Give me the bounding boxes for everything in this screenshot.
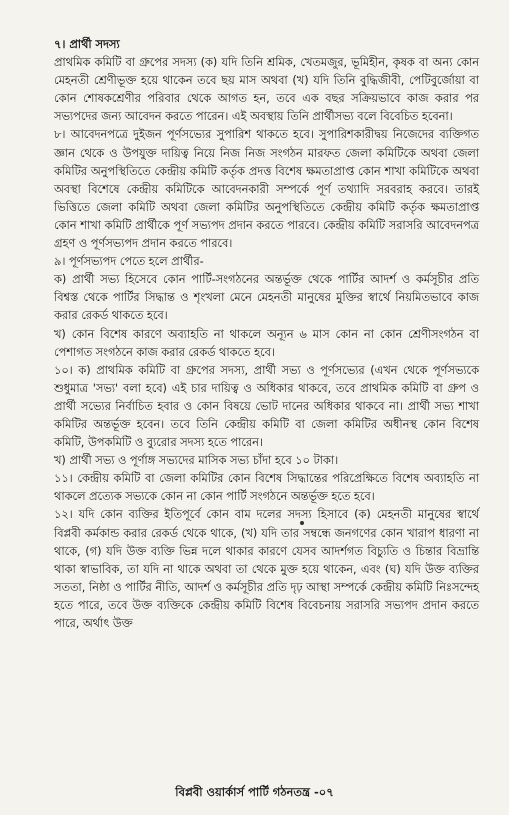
paragraph: প্রাথমিক কমিটি বা গ্রুপের সদস্য (ক) যদি তিনি শ্রমিক, খেতমজুর, ভূমিহীন, কৃষক বা অন্য কোন মেহনতী শ্রেণীভূক্ত হয়ে থাকেন তবে ছয় মাস অথবা (খ) যদি তিনি বুদ্ধিজীবী, পেটিবুর্জোয়া বা কোন শোষকশ্রেণীর পরিবার থেকে আগত হন, তবে এক বছর সক্রিয়ভাবে কাজ করার পর সভ্যপদের জন্য আবেদন করতে পারেন। এই অবস্থায় তিনি প্রার্থীসভ্য বলে বিবেচিত হবেনা।: [54, 56, 479, 124]
paragraph: ১১। কেন্দ্রীয় কমিটি বা জেলা কমিটির কোন বিশেষ সিদ্ধান্তের পরিপ্রেক্ষিতে বিশেষ অব্যাহতি না থাকলে প্রত্যেক সভ্যকে কোন না কোন পার্টি সংগঠনে অন্তর্ভূক্ত হতে হবে।: [54, 472, 479, 504]
page-footer: বিপ্লবী ওয়ার্কার্স পার্টি গঠনতন্ত্র -০৭: [175, 785, 334, 799]
paragraph: খ) প্রার্থী সভ্য ও পূর্ণাঙ্গ সভ্যদের মাসিক সভ্য চাঁদা হবে ১০ টাকা।: [54, 454, 339, 468]
print-mark: [300, 521, 304, 525]
paragraph: ৮। আবেদনপত্রে দুইজন পূর্ণসভ্যের সুপারিশ থাকতে হবে। সুপারিশকারীদ্বয় নিজেদের ব্যক্তিগত জ্ঞান থেকে ও উপযুক্ত দায়িত্ব নিয়ে নিজ নিজ সংগঠন মারফত জেলা কমিটিকে অথবা জেলা কমিটির অনুপস্থিতিতে কেন্দ্রীয় কমিটি কর্তৃক প্রদত্ত বিশেষ ক্ষমতাপ্রাপ্ত কোন শাখা কমিটিকে অথবা অবস্থা বিশেষে কেন্দ্রীয় কমিটিকে আবেদনকারী সম্পর্কে পূর্ণ তথ্যাদি সরবরাহ করবে। তারই ভিত্তিতে জেলা কমিটি অথবা জেলা কমিটির অনুপস্থিতিতে কেন্দ্রীয় কমিটি কর্তৃক ক্ষমতাপ্রাপ্ত কোন শাখা কমিটি প্রার্থীকে পূর্ণ সভ্যপদ প্রদান করতে পারবে। কেন্দ্রীয় কমিটি সরাসরি আবেদনপত্র গ্রহণ ও পূর্ণসভ্যপদ প্রদান করতে পারবে।: [54, 128, 479, 251]
paragraph: ১০। ক) প্রাথমিক কমিটি বা গ্রুপের সদস্য, প্রার্থী সভ্য ও পূর্ণসভ্যের (এখন থেকে পূর্ণসভ্যকে শুধুমাত্র 'সভ্য' বলা হবে) এই চার দায়িত্ব ও অধিকার থাকবে, তবে প্রাথমিক কমিটি বা গ্রুপ ও প্রার্থী সভ্যের নির্বাচিত হবার ও কোন বিষয়ে ভোট দানের অধিকার থাকবে না। প্রার্থী সভ্য শাখা কমিটির অন্তর্ভূক্ত হবেন। তবে তিনি কেন্দ্রীয় কমিটি বা জেলা কমিটির অধীনস্থ কোন বিশেষ কমিটি, উপকমিটি ও ব্যুরোর সদস্য হতে পারেন।: [54, 363, 479, 450]
paragraph: ৯। পূর্ণসভ্যপদ পেতে হলে প্রার্থীর-: [54, 255, 204, 269]
paragraph: ক) প্রার্থী সভ্য হিসেবে কোন পার্টি-সংগঠনের অন্তর্ভূক্ত থেকে পার্টির আদর্শ ও কর্মসূচীর প্রতি বিশ্বস্ত থেকে পার্টির সিদ্ধান্ত ও শৃংখলা মেনে মেহনতী মানুষের মুক্তির স্বার্থে নিয়মিতভাবে কাজ করার রেকর্ড থাকতে হবে।: [54, 273, 479, 323]
paragraph: ১২। যদি কোন ব্যক্তির ইতিপূর্বে কোন বাম দলের সদস্য হিসাবে (ক) মেহনতী মানুষের স্বার্থে বিপ্লবী কর্মকান্ড করার রেকর্ড থেকে থাকে, (খ) যদি তার সম্বন্ধে জনগণের কোন খারাপ ধারণা না থাকে, (গ) যদি উক্ত ব্যক্তি ভিন্ন দলে থাকার কারণে যেসব আদর্শগত বিচ্যুতি ও চিন্তার বিভ্রান্তি থাকা স্বাভাবিক, তা যদি না থাকে অথবা তা থেকে মুক্ত হয়ে থাকেন, এবং (ঘ) যদি উক্ত ব্যক্তির সততা, নিষ্ঠা ও পার্টির নীতি, আদর্শ ও কর্মসূচীর প্রতি দৃঢ় আস্থা সম্পর্কে কেন্দ্রীয় কমিটি নিঃসন্দেহ হতে পারে, তবে উক্ত ব্যক্তিকে কেন্দ্রীয় কমিটি বিশেষ বিবেচনায় সরাসরি সভ্যপদ প্রদান করতে পারে, অর্থাৎ উক্ত: [54, 508, 479, 630]
paragraph: খ) কোন বিশেষ কারণে অব্যাহতি না থাকলে অন্যূন ৬ মাস কোন না কোন শ্রেণীসংগঠন বা পেশাগত সংগঠনে কাজ করার রেকর্ড থাকতে হবে।: [54, 327, 479, 359]
section-heading: ৭। প্রার্থী সদস্য: [54, 38, 120, 51]
